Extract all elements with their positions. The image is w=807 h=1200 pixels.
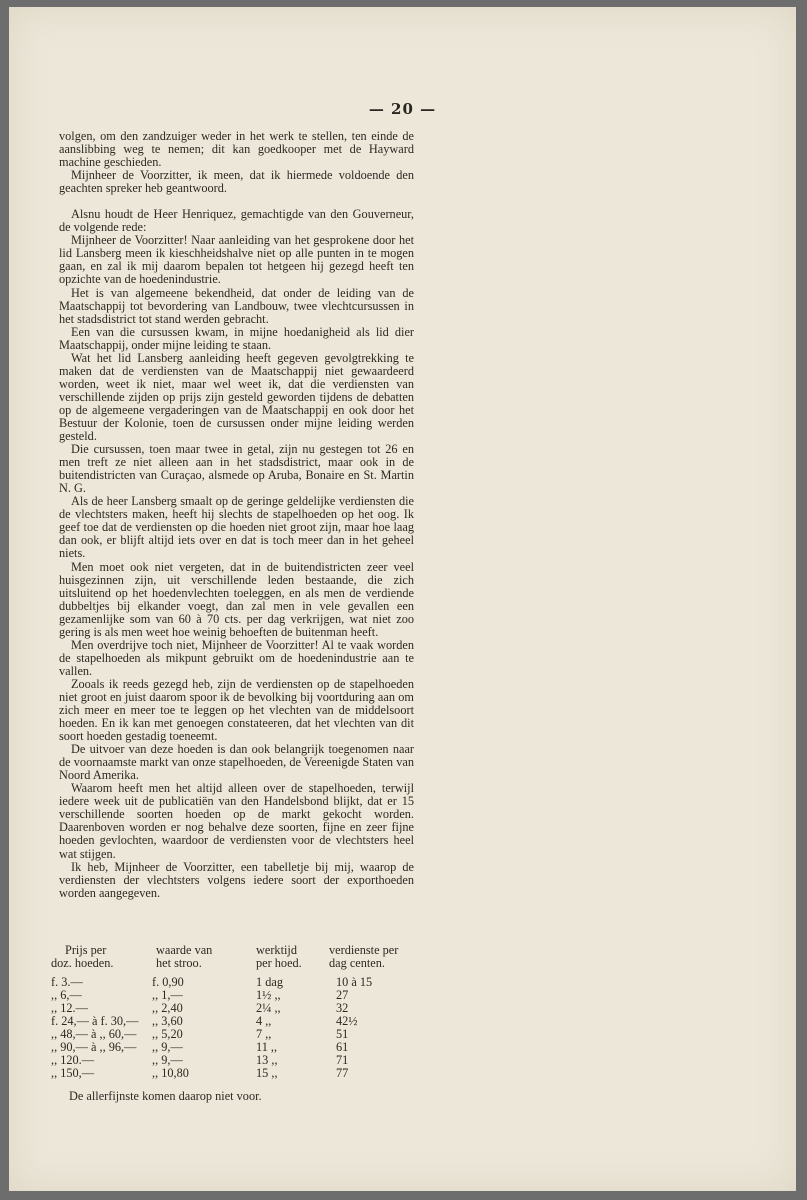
table-cell: ,, 1,— [152,988,183,1003]
header-cell: Prijs per [65,943,107,957]
paragraph: Een van die cursussen kwam, in mijne hoedanigheid als lid dier Maatschappij, onder mijne leiding te staan. [59,324,414,352]
paragraph: Het is van algemeene bekendheid, dat onder de leiding van de Maatschappij tot bevordering van Landbouw, twee vlechtcursussen in het stadsdistrict tot stand werden gebracht. [59,285,414,326]
table-row [51,1067,421,1080]
table-cell: ,, 90,— à ,, 96,— [51,1040,137,1055]
table-cell: ,, 3,60 [152,1014,183,1029]
footnote: De allerfijnste komen daarop niet voor. [69,1089,262,1103]
body-text [59,130,414,900]
table-cell: 61 [336,1040,349,1055]
paragraph: volgen, om den zandzuiger weder in het werk te stellen, ten einde de aanslibbing weg te nemen; dit kan goedkooper met de Hayward machine geschieden. [59,129,414,170]
header-cell: verdienste per [329,943,399,957]
paragraph: Als de heer Lansberg smaalt op de geringe geldelijke verdiensten die de vlechtsters maken, heeft hij slechts de stapelhoeden op het oog. Ik geef toe dat de verdiensten op die hoeden niet groot zijn, maar hoe laag dan ook, er blijft altijd iets over en dat is toch meer dan in het geheel niets. [59,494,414,561]
table-cell: 2¼ ,, [256,1001,281,1016]
table-cell: 32 [336,1001,349,1016]
table-cell: ,, 9,— [152,1053,183,1068]
table-cell: ,, 120.— [51,1053,95,1068]
table-cell: ,, 150,— [51,1066,95,1081]
table-cell: 1½ ,, [256,988,281,1003]
earnings-table [51,944,421,1080]
table-cell: ,, 12.— [51,1001,88,1016]
table-row [51,976,421,989]
paragraph: Die cursussen, toen maar twee in getal, zijn nu gestegen tot 26 en men treft ze niet alleen aan in het stadsdistrict, maar ook in de buitendistricten van Curaçao, alsmede op Aruba, Bonaire en St. Martin N. G. [59,442,414,496]
table-cell: 13 ,, [256,1053,278,1068]
table-cell: 10 à 15 [336,975,373,990]
table-cell: 4 ,, [256,1014,272,1029]
table-cell: f. 3.— [51,975,83,990]
table-cell: 1 dag [256,975,283,990]
table-cell: 15 ,, [256,1066,278,1081]
table-cell: 27 [336,988,349,1003]
header-cell: per hoed. [256,956,302,971]
header-cell: werktijd [256,943,297,957]
table-cell: 51 [336,1027,349,1042]
table-cell: 77 [336,1066,349,1081]
table-cell: 11 ,, [256,1040,278,1055]
paragraph: Mijnheer de Voorzitter! Naar aanleiding van het gesprokene door het lid Lansberg meen ik kieschheidshalve niet op alle punten in te mogen gaan, en zal ik mij daarom bepalen tot hetgeen hij gezegd heeft ten opzichte van de hoedenindustrie. [59,233,414,287]
page-number: — 20 — [368,100,437,118]
paragraph: Ik heb, Mijnheer de Voorzitter, een tabelletje bij mij, waarop de verdiensten der vlechtsters volgens iedere soort der exporthoeden worden aangegeven. [59,859,414,900]
paragraph: Waarom heeft men het altijd alleen over de stapelhoeden, terwijl iedere week uit de publicatiën van den Handelsbond blijkt, dat er 15 verschillende soorten hoeden op de markt gekocht worden. Daarenboven worden er nog behalve deze soorten, fijne en zeer fijne hoeden gevlochten, waardoor de verdiensten voor de vlechtsters heel wat stijgen. [59,781,414,861]
table-cell: ,, 5,20 [152,1027,183,1042]
table-row [51,989,421,1002]
header-cell: doz. hoeden. [51,956,114,971]
paragraph: Alsnu houdt de Heer Henriquez, gemachtigde van den Gouverneur, de volgende rede: [59,207,414,235]
table-cell: ,, 48,— à ,, 60,— [51,1027,137,1042]
header-cell: dag centen. [329,956,385,971]
table-cell: ,, 2,40 [152,1001,183,1016]
header-cell: waarde van [156,943,213,957]
table-row [51,1041,421,1054]
paragraph: De uitvoer van deze hoeden is dan ook belangrijk toegenomen naar de voornaamste markt van onze stapelhoeden, de Vereenigde Staten van Noord Amerika. [59,742,414,783]
table-row [51,1054,421,1067]
table-cell: f. 24,— à f. 30,— [51,1014,139,1029]
header-cell: het stroo. [156,956,202,971]
table-cell: 71 [336,1053,349,1068]
document-page [9,7,796,1191]
table-cell: ,, 6,— [51,988,82,1003]
table-cell: ,, 10,80 [152,1066,189,1081]
table-cell: ,, 9,— [152,1040,183,1055]
table-cell: f. 0,90 [152,975,184,990]
paragraph: Mijnheer de Voorzitter, ik meen, dat ik hiermede voldoende den geachten spreker heb geantwoord. [59,168,414,196]
paragraph: Men moet ook niet vergeten, dat in de buitendistricten zeer veel huisgezinnen zijn, uit verschillende leden bestaande, die zich uitsluitend op het hoedenvlechten toeleggen, en als men de verdiende dubbeltjes bij elkander voegt, dan zal men in vele gevallen een gezamenlijke som van 60 à 70 cts. per dag verkrijgen, wat niet zoo gering is als men weet hoe weinig behoeften de buitenman heeft. [59,559,414,639]
paragraph: Men overdrijve toch niet, Mijnheer de Voorzitter! Al te vaak worden de stapelhoeden als mikpunt gebruikt om de hoedenindustrie aan te vallen. [59,637,414,678]
paragraph: Zooals ik reeds gezegd heb, zijn de verdiensten op de stapelhoeden niet groot en juist daarom spoor ik de bevolking bij voortduring aan om zich meer en meer toe te leggen op het vlechten van de middelsoort hoeden. En ik kan met genoegen constateeren, dat het vlechten van dit soort hoeden gestadig toeneemt. [59,676,414,744]
paragraph: Wat het lid Lansberg aanleiding heeft gegeven gevolgtrekking te maken dat de verdiensten van de Maatschappij niet gewaardeerd worden, weet ik niet, maar wel weet ik, dat die verdiensten van verschillende zijden op prijs zijn gesteld geworden tijdens de debatten op de algemeene vergaderingen van de Maatschappij en ook door het Bestuur der Kolonie, toen de cursussen onder mijne leiding werden gesteld. [59,350,414,444]
table-cell: 42½ [336,1014,358,1029]
table-header-row [51,957,421,970]
table-cell: 7 ,, [256,1027,272,1042]
